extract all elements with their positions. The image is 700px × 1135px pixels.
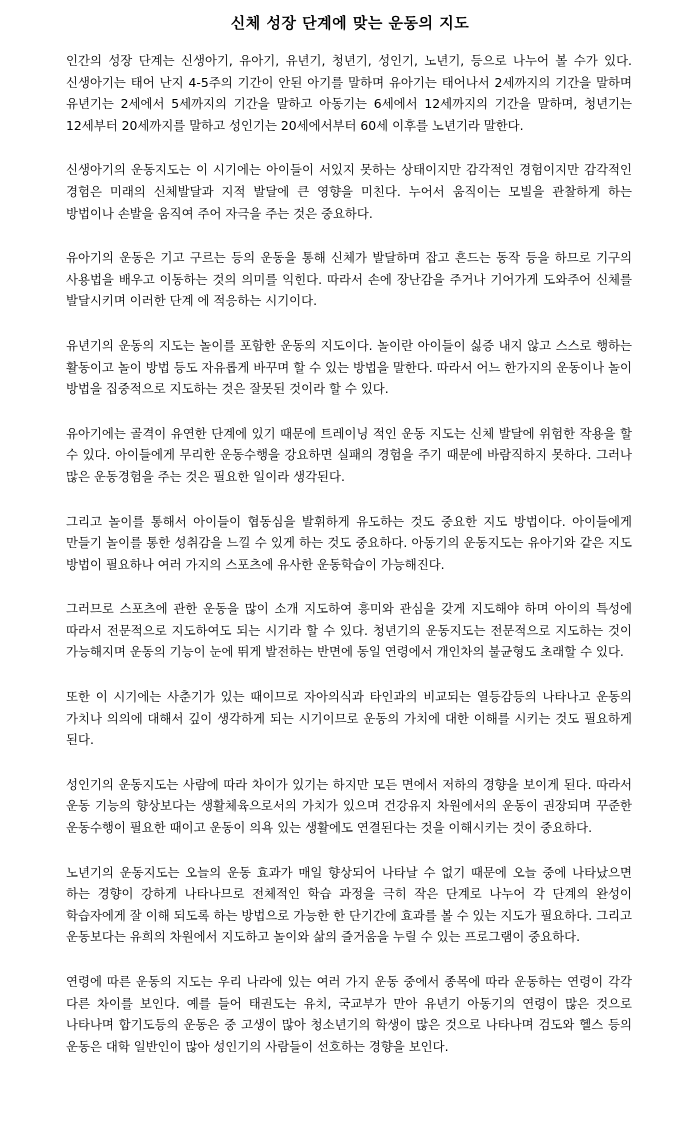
document-title: 신체 성장 단계에 맞는 운동의 지도 [230, 14, 470, 32]
paragraph-age-by-sport: 연령에 따른 운동의 지도는 우리 나라에 있는 여러 가지 운동 중에서 종목에 따라 운동하는 연령이 각각 다른 차이를 보인다. 예를 들어 태권도는 유치, 국교부가 만아 유년기 아동기의 연령이 많은 것으로 나타나며 합기도등의 운동은 중 고생이 많아 청소년기의 학생이 많은 것으로 나타나며 검도와 헬스 등의 운동은 대학 일반인이 많아 성인기의 사람들이 선호하는 경향을 보인다. [66, 974, 632, 1054]
paragraph-cooperation: 그리고 놀이를 통해서 아이들이 협동심을 발휘하게 유도하는 것도 중요한 지도 방법이다. 아이들에게 만들기 놀이를 통한 성취감을 느낄 수 있게 하는 것도 중요하다. 아동기의 운동지도는 유아기와 같은 지도 방법이 필요하나 여러 가지의 스포츠에 유사한 운동학습이 가능해진다. [66, 513, 632, 572]
paragraph-infancy-bones: 유아기에는 골격이 유연한 단계에 있기 때문에 트레이닝 적인 운동 지도는 신체 발달에 위험한 작용을 할 수 있다. 아이들에게 무리한 운동수행을 강요하면 실패의 경험을 주기 때문에 바람직하지 못하다. 그러나 많은 운동경험을 주는 것은 필요한 일이라 생각된다. [66, 425, 632, 484]
paragraph-old-age: 노년기의 운동지도는 오늘의 운동 효과가 매일 향상되어 나타날 수 없기 때문에 오늘 중에 나타났으면 하는 경향이 강하게 나타나므로 전체적인 학습 과정을 극히 작은 단계로 나누어 각 단계의 완성이 학습자에게 잘 이해 되도록 하는 방법으로 가능한 한 단기간에 효과를 볼 수 있는 지도가 필요하다. 그리고 운동보다는 유희의 차원에서 지도하고 놀이와 삶의 즐거움을 누릴 수 있는 프로그램이 중요하다. [66, 864, 632, 945]
document-body [66, 50, 632, 1057]
paragraph-stages: 인간의 성장 단계는 신생아기, 유아기, 유년기, 청년기, 성인기, 노년기, 등으로 나누어 볼 수가 있다. 신생아기는 태어 난지 4-5주의 기간이 안된 아기를 말하며 유아기는 태어나서 2세까지의 기간을 말하며 유년기는 2세에서 5세까지의 기간을 말하고 아동기는 6세에서 12세까지의 기간을 말하며, 청년기는 12세부터 20세까지를 말하고 성인기는 20세에서부터 60세 이후를 노년기라 말한다. [66, 53, 632, 133]
paragraph-infancy: 유아기의 운동은 기고 구르는 등의 운동을 통해 신체가 발달하며 잡고 흔드는 동작 등을 하므로 기구의 사용법을 배우고 이동하는 것의 의미를 익힌다. 따라서 손에 장난감을 주거나 기어가게 도와주어 신체를 발달시키며 이러한 단계 에 적응하는 시기이다. [66, 250, 632, 309]
paragraph-sports: 그러므로 스포츠에 관한 운동을 많이 소개 지도하여 흥미와 관심을 갖게 지도해야 하며 아이의 특성에 따라서 전문적으로 지도하여도 되는 시기라 할 수 있다. 청년기의 운동지도는 전문적으로 지도하는 것이 가능해지며 운동의 기능이 눈에 뛰게 발전하는 반면에 동일 연령에서 개인차의 불균형도 초래할 수 있다. [66, 601, 632, 660]
paragraph-puberty: 또한 이 시기에는 사춘기가 있는 때이므로 자아의식과 타인과의 비교되는 열등감등의 나타나고 운동의 가치나 의의에 대해서 깊이 생각하게 되는 시기이므로 운동의 가치에 대한 이해를 시키는 것도 필요하게 된다. [66, 689, 632, 748]
paragraph-adulthood: 성인기의 운동지도는 사람에 따라 차이가 있기는 하지만 모든 면에서 저하의 경향을 보이게 된다. 따라서 운동 기능의 향상보다는 생활체육으로서의 가치가 있으며 건강유지 차원에서의 운동이 권장되며 꾸준한 운동수행이 필요한 때이고 운동이 의욕 있는 생활에도 연결된다는 것을 이해시키는 것이 중요하다. [66, 776, 632, 836]
paragraph-newborn: 신생아기의 운동지도는 이 시기에는 아이들이 서있지 못하는 상태이지만 감각적인 경험이지만 감각적인 경험은 미래의 신체발달과 지적 발달에 큰 영향을 미친다. 누어서 움직이는 모빌을 관찰하게 하는 방법이나 손발을 움직여 주어 자극을 주는 것은 중요하다. [66, 162, 632, 221]
paragraph-early-childhood: 유년기의 운동의 지도는 놀이를 포함한 운동의 지도이다. 놀이란 아이들이 싫증 내지 않고 스스로 행하는 활동이고 놀이 방법 등도 자유롭게 바꾸며 할 수 있는 방법을 말한다. 따라서 어느 한가지의 운동이나 놀이 방법을 집중적으로 지도하는 것은 잘못된 것이라 할 수 있다. [66, 337, 632, 397]
